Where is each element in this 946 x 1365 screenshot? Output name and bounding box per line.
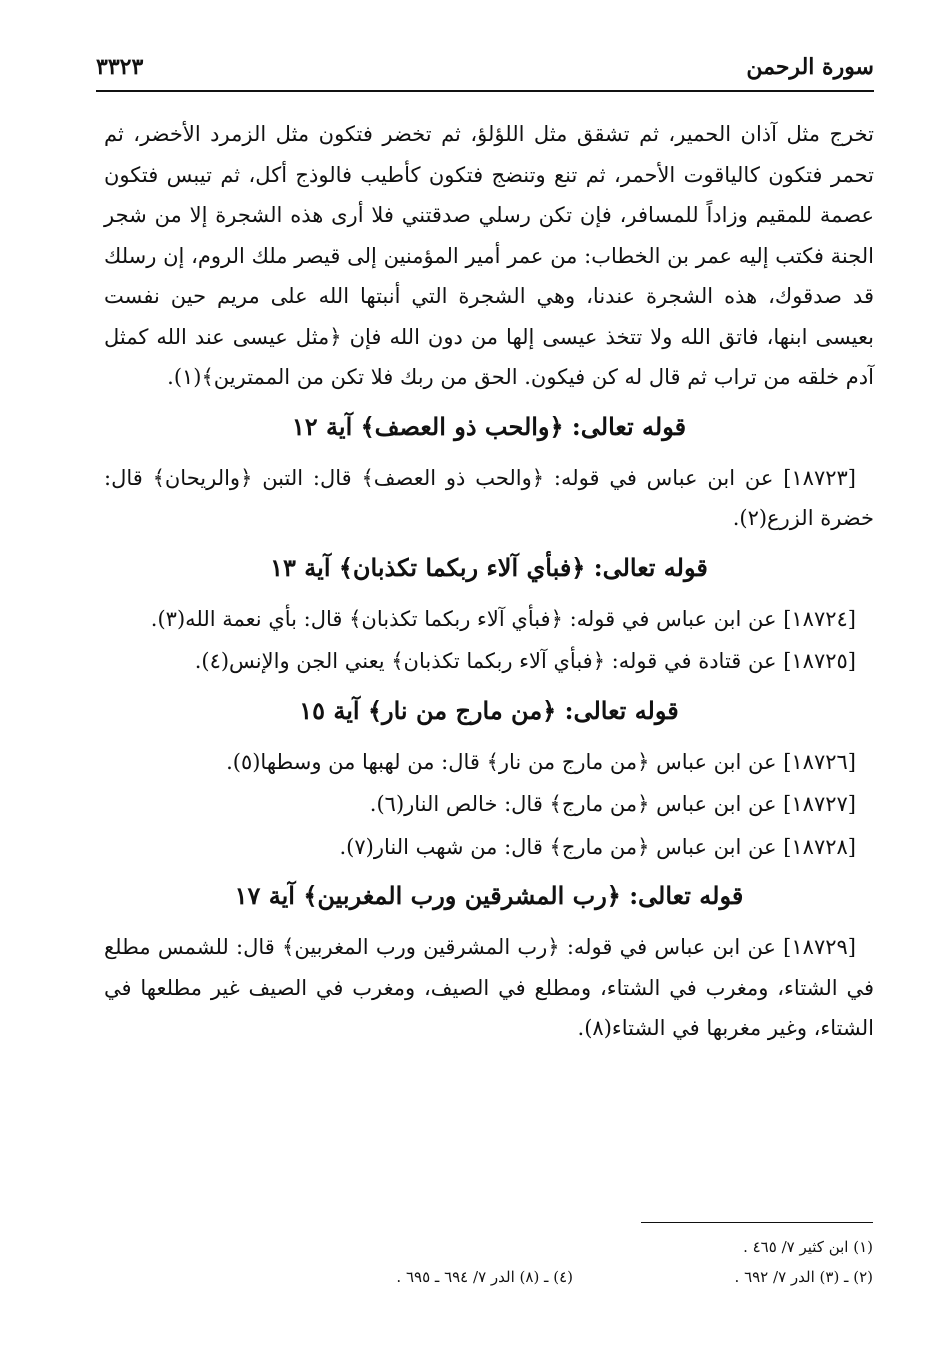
hadith-entry: [١٨٧٢٧] عن ابن عباس ﴿من مارج﴾ قال: خالص النار(٦). <box>369 792 856 816</box>
page-body <box>104 114 874 1049</box>
hadith-entry: [١٨٧٢٩] عن ابن عباس في قوله: ﴿رب المشرقين ورب المغربين﴾ قال: للشمس مطلع في الشتاء، ومغرب في الشتاء، ومطلع في الصيف، ومغرب في الصيف غير مطلعها في الشتاء، وغير مغربها في الشتاء(٨). <box>104 935 874 1040</box>
hadith-entry: [١٨٧٢٣] عن ابن عباس في قوله: ﴿والحب ذو العصف﴾ قال: التبن ﴿والريحان﴾ قال: خضرة الزرع(٢). <box>104 465 874 530</box>
section-heading: قوله تعالى: ﴿فبأي آلاء ربكما تكذبان﴾ آية ١٣ <box>270 552 708 582</box>
hadith-entry: [١٨٧٢٨] عن ابن عباس ﴿من مارج﴾ قال: من شهب النار(٧). <box>339 834 856 859</box>
section-heading: قوله تعالى: ﴿والحب ذو العصف﴾ آية ١٢ <box>291 411 687 441</box>
section-heading: قوله تعالى: ﴿رب المشرقين ورب المغربين﴾ آية ١٧ <box>234 881 744 910</box>
footnote: (١) ابن كثير ٧/ ٤٦٥ . <box>743 1238 873 1256</box>
surah-title: سورة الرحمن <box>746 54 874 80</box>
footnote-row <box>173 1262 873 1292</box>
intro-paragraph: تخرج مثل آذان الحمير، ثم تشقق مثل اللؤلؤ، ثم تخضر فتكون مثل الزمرد الأخضر، ثم تحمر فتكون كالياقوت الأحمر، ثم تنع وتنضج فتكون كأطيب فالوذج أكل، ثم تيبس فتكون عصمة للمقيم وزاداً للمسافر، فإن تكن رسلي صدقتني فلا أرى هذه الشجرة إلا من شجر الجنة فكتب إليه عمر بن الخطاب: من عمر أمير المؤمنين إلى قيصر ملك الروم، إن رسلك قد صدقوك، هذه الشجرة عندنا، وهي الشجرة التي أنبتها الله على مريم حين نفست بعيسى ابنها، فاتق الله ولا تتخذ عيسى إلها من دون الله فإن ﴿مثل عيسى عند الله كمثل آدم خلقه من تراب ثم قال له كن فيكون. الحق من ربك فلا تكن من الممترين﴾(١). <box>104 122 874 389</box>
hadith-entry: [١٨٧٢٥] عن قتادة في قوله: ﴿فبأي آلاء ربكما تكذبان﴾ يعني الجن والإنس(٤). <box>194 649 856 673</box>
section-heading: قوله تعالى: ﴿من مارج من نار﴾ آية ١٥ <box>299 695 679 725</box>
footnote-row <box>173 1232 873 1262</box>
hadith-entry: [١٨٧٢٤] عن ابن عباس في قوله: ﴿فبأي آلاء ربكما تكذبان﴾ قال: بأي نعمة الله(٣). <box>150 606 856 631</box>
footnotes <box>173 1232 873 1292</box>
footnote: (٤) ـ (٨) الدر ٧/ ٦٩٤ ـ ٦٩٥ . <box>396 1268 573 1286</box>
footnote: (٢) ـ (٣) الدر ٧/ ٦٩٢ . <box>734 1268 873 1286</box>
page-header <box>96 50 874 92</box>
page-number: ٣٣٢٣ <box>96 54 144 80</box>
footnote-divider <box>641 1222 873 1223</box>
hadith-entry: [١٨٧٢٦] عن ابن عباس ﴿من مارج من نار﴾ قال: من لهبها من وسطها(٥). <box>226 749 856 774</box>
